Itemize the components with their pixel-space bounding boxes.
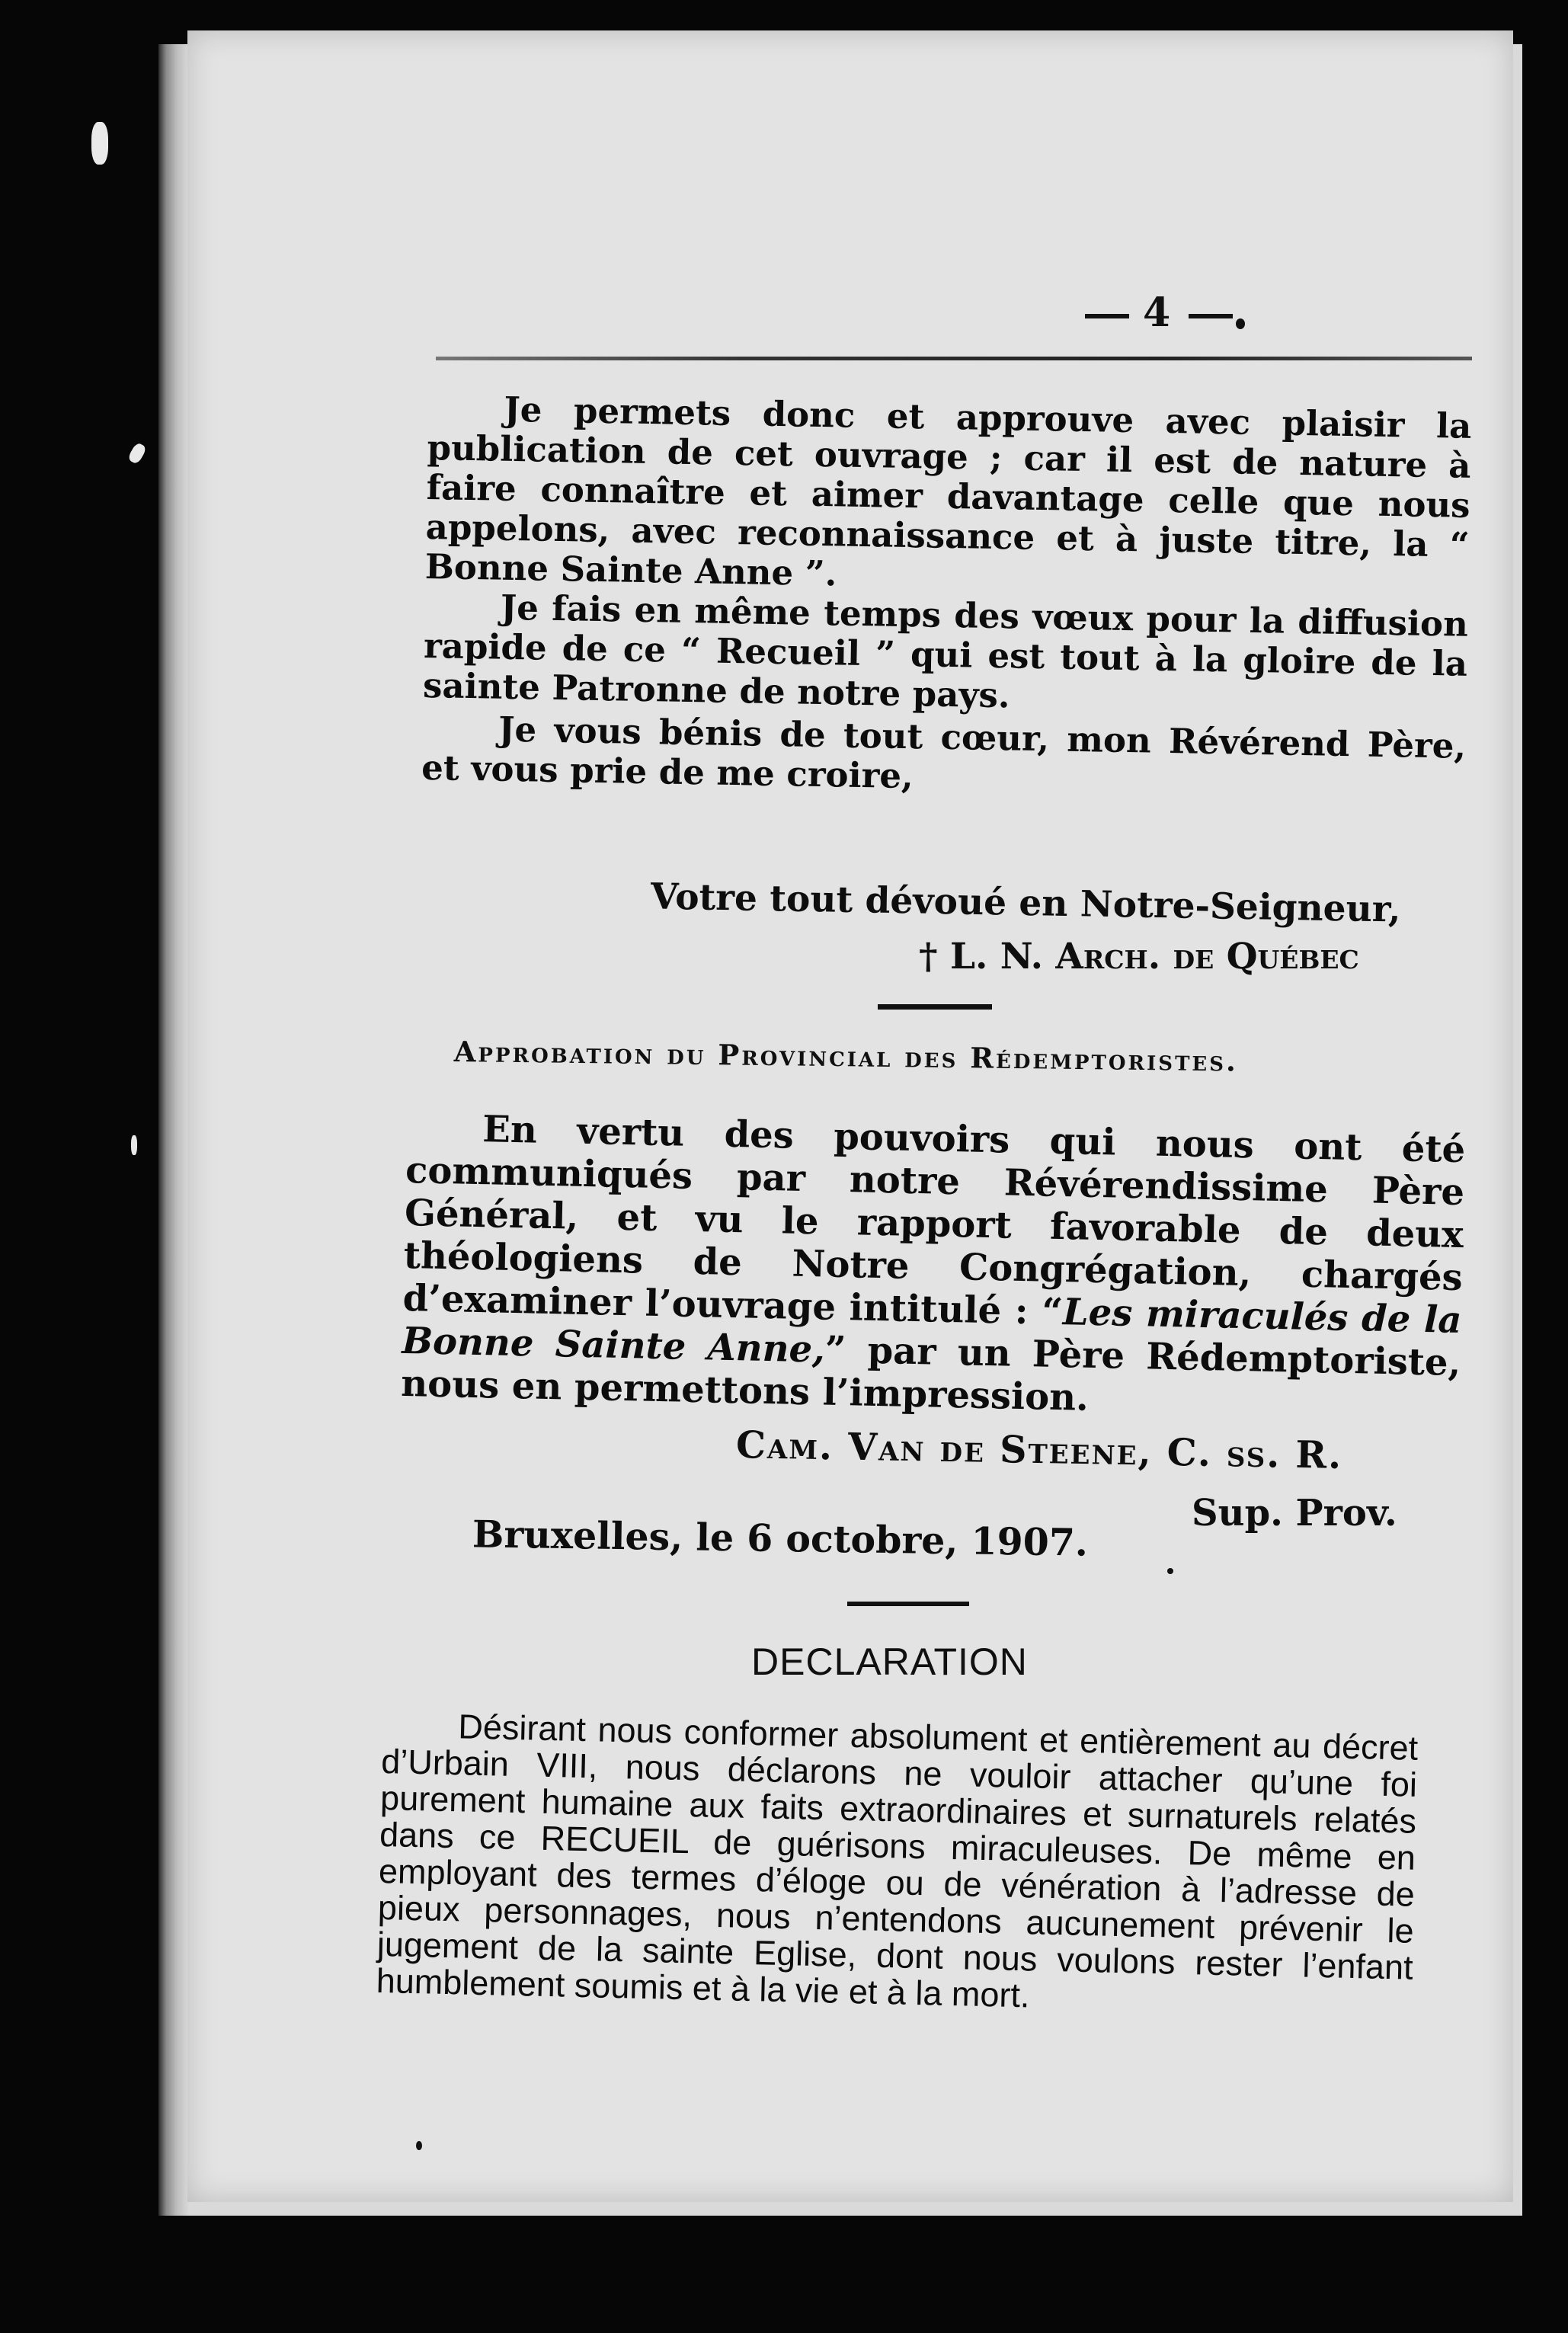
declaration-paragraph: Désirant nous conformer absolument et entièrement au décret d’Urbain VIII, nous déclarons ne vouloir attacher qu’une foi purement humaine aux faits extraordinaires et surnaturels relatés dans ce RECUEIL de guérisons miraculeuses. De même en employant des termes d’éloge ou de vénération à l’adresse de pieux personnages, nous n’entendons aucunement prévenir le jugement de la sainte Eglise, dont nous voulons rester l’enfant humblement soumis et à la vie et à la mort. [376,1707,1419,2015]
letter-signature: † L. N. Arch. de Québec [919,936,1359,978]
approbation-paragraph [401,1106,1466,1427]
approbation-text-end: ” par un Père Rédemptoriste, nous en permettons l’impression. [400,1328,1461,1419]
approbation-role: Sup. Prov. [1192,1492,1397,1535]
letter-closing: Votre tout dévoué en Notre-Seigneur, [650,875,1401,931]
declaration-heading: DECLARATION [751,1640,1028,1683]
letter-paragraph: Je permets donc et approuve avec plaisir la publication de cet ouvrage ; car il est de nature à faire connaître et aimer davantage celle que nous appelons, avec reconnaissance et à juste titre, la “ Bonne Sainte Anne ”. [424,389,1472,594]
approbation-body [401,1106,1466,1427]
letter-body [421,389,1472,806]
approbation-place-date: Bruxelles, le 6 octobre, 1907. [472,1512,1089,1565]
top-rule [436,357,1472,360]
page-number-value: 4 [1143,290,1176,336]
scan-speck [91,122,108,165]
page-number-dash-left [1085,314,1129,318]
ink-dot [1236,318,1245,329]
page-number-dash-right [1189,314,1233,318]
document-page [187,30,1513,2202]
letter-paragraph: Je vous bénis de tout cœur, mon Révérend Père, et vous prie de me croire, [421,709,1467,797]
ink-dot [1167,1568,1173,1574]
approbation-signatory: Cam. Van de Steene, C. ss. R. [735,1423,1343,1477]
approbation-text-start: En vertu des pouvoirs qui nous ont été communiqués par notre Révérendissime Père Général, et vu le rapport favorable de deux théologiens de Notre Congrégation, chargés d’examiner l’ouvrage intitulé : “ [402,1108,1466,1334]
section-rule [847,1602,969,1606]
letter-paragraph: Je fais en même temps des vœux pour la diffusion rapide de ce “ Recueil ” qui est tout à la gloire de la sainte Patronne de notre pays. [422,587,1469,716]
scan-speck [131,1135,137,1155]
declaration-body [376,1707,1418,2023]
book-title: Les miraculés de la Bonne Sainte Anne, [401,1291,1463,1371]
approbation-heading: Approbation du Provincial des Rédemptoristes. [453,1035,1239,1078]
ink-dot [416,2141,422,2150]
page-number [1071,290,1246,336]
section-rule [878,1004,992,1010]
